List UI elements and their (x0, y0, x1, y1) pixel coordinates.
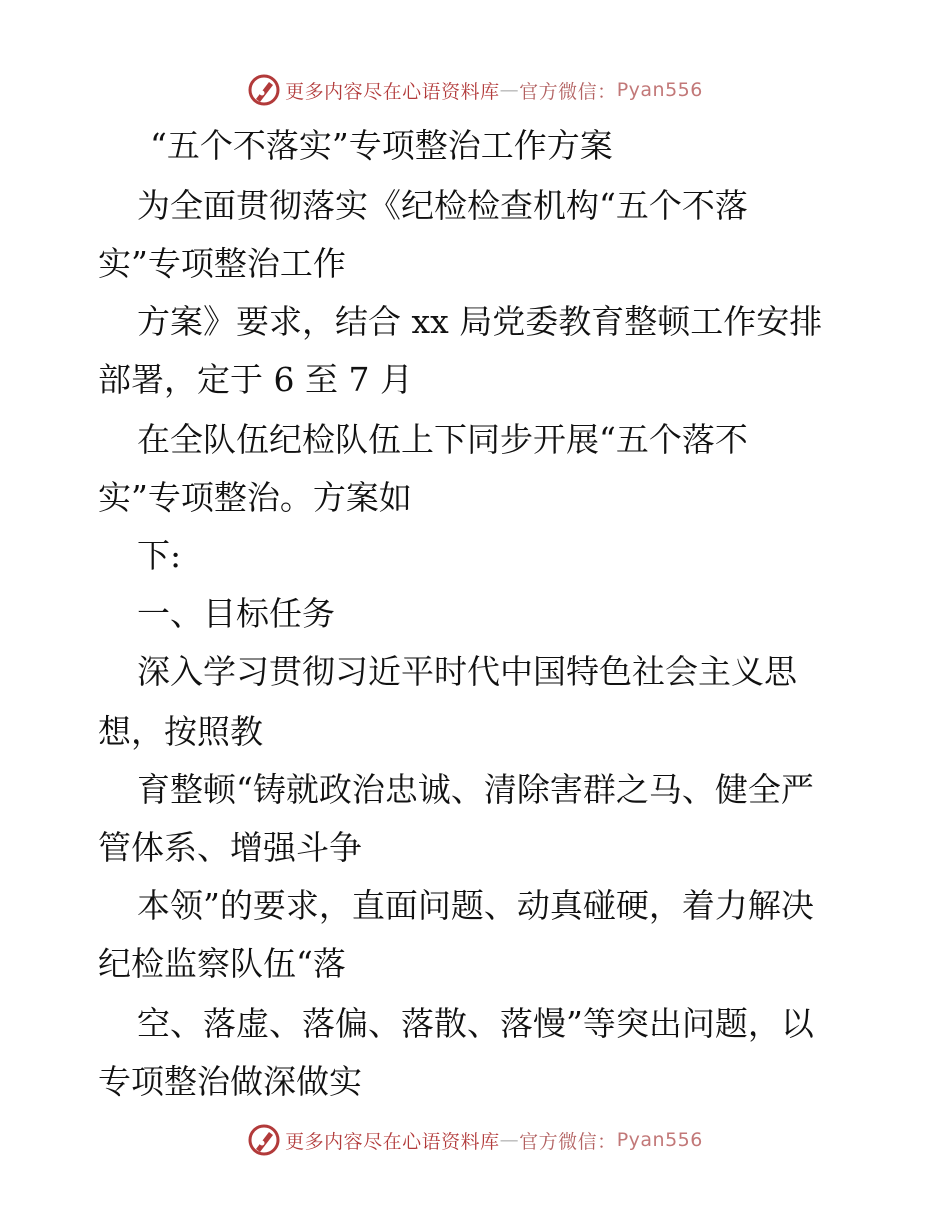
document-title: “五个不落实”专项整治工作方案 (150, 126, 613, 165)
paragraph-line: 深入学习贯彻习近平时代中国特色社会主义思 (137, 652, 797, 691)
paragraph-line: 想，按照教 (98, 712, 263, 751)
paragraph-line: 管体系、增强斗争 (98, 828, 362, 867)
paragraph-line: 实”专项整治。方案如 (98, 478, 412, 517)
pen-nib-logo-icon (247, 1123, 281, 1157)
paragraph-line: 为全面贯彻落实《纪检检查机构“五个不落 (137, 186, 748, 225)
watermark-dash: — (499, 1129, 520, 1151)
watermark-sub-text: 官方微信： (519, 1130, 617, 1153)
paragraph-line: 下: (137, 536, 182, 575)
paragraph-line: 空、落虚、落偏、落散、落慢”等突出问题，以 (137, 1004, 814, 1043)
watermark-main-text: 更多内容尽在心语资料库 (285, 1130, 500, 1153)
watermark-handle: Pyan556 (616, 1129, 703, 1151)
paragraph-line: 专项整治做深做实 (98, 1062, 362, 1101)
paragraph-line: 纪检监察队伍“落 (98, 944, 346, 983)
watermark-sub-text: 官方微信： (519, 80, 617, 103)
watermark-main-text: 更多内容尽在心语资料库 (285, 80, 500, 103)
footer-watermark (0, 1120, 950, 1160)
paragraph-line: 部署，定于 6 至 7 月 (98, 360, 413, 399)
paragraph-line: 在全队伍纪检队伍上下同步开展“五个落不 (137, 420, 748, 459)
watermark-handle: Pyan556 (616, 79, 703, 101)
paragraph-line: 育整顿“铸就政治忠诚、清除害群之马、健全严 (137, 770, 814, 809)
paragraph-line: 实”专项整治工作 (98, 244, 346, 283)
watermark-dash: — (499, 79, 520, 101)
paragraph-line: 方案》要求，结合 xx 局党委教育整顿工作安排 (137, 302, 823, 341)
section-heading: 一、目标任务 (137, 594, 335, 633)
paragraph-line: 本领”的要求，直面问题、动真碰硬，着力解决 (137, 886, 814, 925)
